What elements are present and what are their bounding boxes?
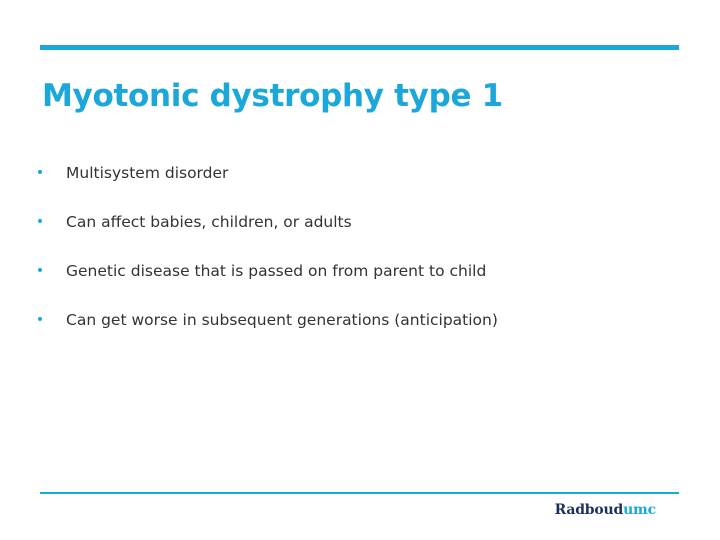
bullet-item <box>30 307 498 356</box>
bullet-list <box>30 160 498 356</box>
bullet-text: Genetic disease that is passed on from parent to child <box>66 262 487 280</box>
bullet-text: Can get worse in subsequent generations (anticipation) <box>66 311 498 329</box>
bullet-item <box>30 160 498 209</box>
logo-main-text: Radboud <box>554 502 624 518</box>
slide-title: Myotonic dystrophy type 1 <box>42 78 503 114</box>
bottom-divider <box>40 492 679 494</box>
bullet-icon: • <box>35 214 45 230</box>
bullet-text: Can affect babies, children, or adults <box>66 213 352 231</box>
bullet-icon: • <box>35 165 45 181</box>
logo-accent-text: umc <box>623 502 656 518</box>
bullet-item <box>30 258 498 307</box>
bullet-text: Multisystem disorder <box>66 164 229 182</box>
bullet-item <box>30 209 498 258</box>
radboudumc-logo <box>555 502 656 518</box>
bullet-icon: • <box>35 312 45 328</box>
bullet-icon: • <box>35 263 45 279</box>
top-divider <box>40 45 679 50</box>
